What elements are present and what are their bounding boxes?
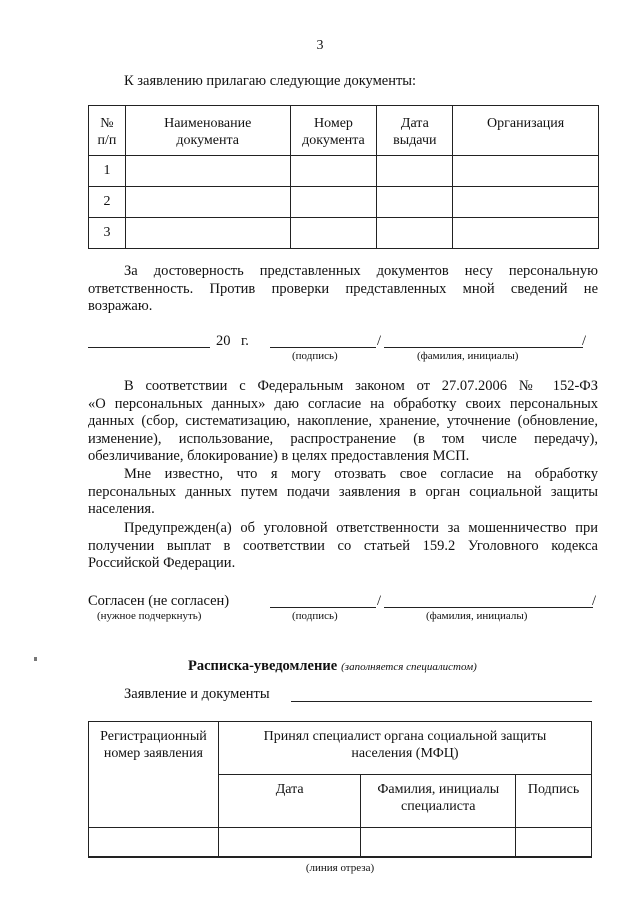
year-label: 20 bbox=[216, 333, 231, 349]
row-number: 3 bbox=[89, 218, 126, 249]
agreement-name-line[interactable] bbox=[384, 607, 593, 608]
agreement-signature-caption: (подпись) bbox=[292, 610, 338, 622]
cell-doc-name[interactable] bbox=[125, 187, 290, 218]
liability-paragraph: Предупрежден(а) об уголовной ответственности за мошенничество при получении выплат в соответствии со статьей 159.2 Уголовного кодекса Российской Федерации. bbox=[88, 520, 598, 571]
row-number: 2 bbox=[89, 187, 126, 218]
cell-reg-number[interactable] bbox=[89, 828, 219, 857]
header-organization: Организация bbox=[453, 106, 599, 156]
table-row bbox=[89, 828, 592, 857]
cell-specialist[interactable] bbox=[361, 828, 516, 857]
page-number: 3 bbox=[316, 38, 324, 53]
responsibility-paragraph: За достоверность представленных документов несу персональную ответственность. Против проверки представленных мной сведений не возражаю. bbox=[88, 263, 598, 314]
name-caption: (фамилия, инициалы) bbox=[417, 350, 519, 362]
cell-organization[interactable] bbox=[453, 156, 599, 187]
margin-mark bbox=[34, 657, 37, 661]
header-no: № п/п bbox=[89, 106, 126, 156]
header-issue-date: Дата выдачи bbox=[377, 106, 453, 156]
receipt-title-text: Расписка-уведомление bbox=[188, 658, 338, 674]
header-reg-number: Регистрационный номер заявления bbox=[89, 722, 219, 828]
slash-separator: / bbox=[377, 333, 382, 349]
cell-doc-number[interactable] bbox=[290, 218, 377, 249]
cell-signature[interactable] bbox=[516, 828, 592, 857]
slash-separator: / bbox=[377, 593, 382, 609]
table-row bbox=[89, 187, 599, 218]
slash-separator: / bbox=[582, 333, 587, 349]
attachments-intro: К заявлению прилагаю следующие документы: bbox=[124, 73, 417, 89]
agreement-label: Согласен (не согласен) bbox=[88, 593, 230, 609]
cell-date[interactable] bbox=[218, 828, 361, 857]
receipt-title bbox=[188, 657, 477, 675]
signature-caption: (подпись) bbox=[292, 350, 338, 362]
attachments-table bbox=[88, 105, 599, 249]
agreement-name-caption: (фамилия, инициалы) bbox=[426, 610, 528, 622]
revocation-paragraph: Мне известно, что я могу отозвать свое согласие на обработку персональных данных путем подачи заявления в орган социальной защиты населения. bbox=[88, 466, 598, 517]
cell-organization[interactable] bbox=[453, 187, 599, 218]
statement-field-line[interactable] bbox=[291, 701, 592, 702]
receipt-header-row bbox=[89, 722, 592, 775]
cell-issue-date[interactable] bbox=[377, 187, 453, 218]
name-field-line[interactable] bbox=[384, 347, 583, 348]
receipt-title-note: (заполняется специалистом) bbox=[341, 661, 477, 673]
header-doc-name: Наименование документа bbox=[125, 106, 290, 156]
cut-line bbox=[88, 857, 592, 858]
year-suffix: г. bbox=[241, 333, 249, 349]
cell-doc-number[interactable] bbox=[290, 156, 377, 187]
attachments-header-row bbox=[89, 106, 599, 156]
cell-issue-date[interactable] bbox=[377, 156, 453, 187]
cut-line-caption: (линия отреза) bbox=[305, 862, 375, 874]
slash-separator: / bbox=[592, 593, 597, 609]
cell-issue-date[interactable] bbox=[377, 218, 453, 249]
agreement-hint: (нужное подчеркнуть) bbox=[97, 610, 202, 622]
signature-field-line[interactable] bbox=[270, 347, 376, 348]
cell-organization[interactable] bbox=[453, 218, 599, 249]
cell-doc-name[interactable] bbox=[125, 156, 290, 187]
table-row bbox=[89, 218, 599, 249]
receipt-table bbox=[88, 721, 592, 857]
header-date: Дата bbox=[218, 775, 361, 828]
agreement-signature-line[interactable] bbox=[270, 607, 376, 608]
header-signature: Подпись bbox=[516, 775, 592, 828]
header-doc-number: Номер документа bbox=[290, 106, 377, 156]
date-field-line[interactable] bbox=[88, 347, 210, 348]
header-specialist: Фамилия, инициалы специалиста bbox=[361, 775, 516, 828]
consent-paragraph: В соответствии с Федеральным законом от 27.07.2006 № 152-ФЗ «О персональных данных» даю согласие на обработку своих персональных данных (сбор, систематизацию, накопление, хранение, уточнение (обновление, изменение), использование, распространение (в том числе передачу), обезличивание, блокирование) в целях предоставления МСП. bbox=[88, 378, 598, 464]
header-accepted-by: Принял специалист органа социальной защиты населения (МФЦ) bbox=[218, 722, 591, 775]
cell-doc-name[interactable] bbox=[125, 218, 290, 249]
row-number: 1 bbox=[89, 156, 126, 187]
statement-label: Заявление и документы bbox=[124, 686, 270, 702]
cell-doc-number[interactable] bbox=[290, 187, 377, 218]
table-row bbox=[89, 156, 599, 187]
